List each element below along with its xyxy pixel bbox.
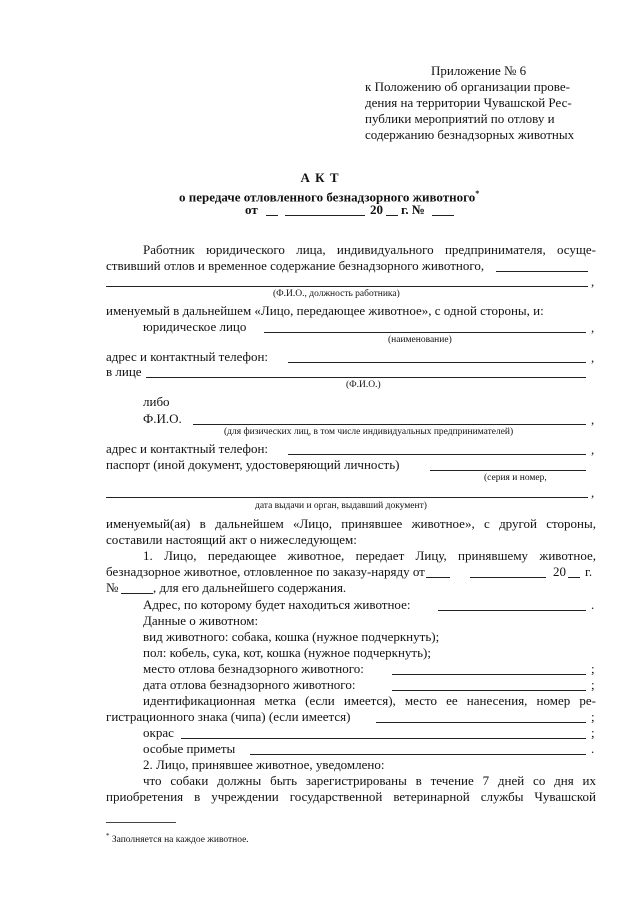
- semicolon-1: ;: [591, 661, 595, 676]
- dogs-registration-line-1: что собаки должны быть зарегистрированы в течение 7 дней со дня их: [143, 773, 596, 788]
- semicolon-3: ;: [591, 709, 595, 724]
- named-second-line-2: составили настоящий акт о нижеследующем:: [106, 532, 357, 547]
- item-2-label: 2. Лицо, принявшее животное, уведомлено:: [143, 757, 385, 772]
- address-phone-label-2: адрес и контактный телефон:: [106, 441, 269, 456]
- special-signs-label: особые приметы: [143, 741, 236, 756]
- comma-4: ,: [591, 412, 595, 427]
- address-phone-field[interactable]: [288, 362, 586, 363]
- dogs-registration-line-2: приобретения в учреждении государственной ветеринарной службы Чувашской: [106, 789, 596, 804]
- color-label: окрас: [143, 725, 174, 740]
- order-number-line[interactable]: [121, 593, 153, 594]
- item-1-line-2-text: безнадзорное животное, отловленное по заказу-наряду от: [106, 564, 425, 579]
- color-field[interactable]: [181, 738, 586, 739]
- comma-6: ,: [591, 485, 595, 500]
- capture-place-label: место отлова безнадзорного животного:: [143, 661, 364, 676]
- item-1-line-3-text: , для его дальнейшего содержания.: [153, 580, 347, 595]
- footnote-separator: [106, 822, 176, 823]
- fio-label: Ф.И.О.: [143, 411, 182, 426]
- id-mark-field[interactable]: [376, 722, 586, 723]
- act-date-month-line[interactable]: [285, 215, 365, 216]
- act-date-day-line[interactable]: [266, 215, 278, 216]
- footnote: [106, 830, 249, 846]
- footnote-reference: *: [475, 189, 480, 198]
- named-first-party: именуемый в дальнейшем «Лицо, передающее животное», с одной стороны, и:: [106, 303, 544, 318]
- capture-place-field[interactable]: [392, 674, 586, 675]
- appendix-line-2: дения на территории Чувашской Рес-: [365, 95, 572, 110]
- hint-name: (наименование): [388, 335, 452, 345]
- id-mark-line-1: идентификационная метка (если имеется), место ее нанесения, номер ре-: [143, 693, 596, 708]
- address-phone-label: адрес и контактный телефон:: [106, 349, 269, 364]
- paragraph-1-line-1: Работник юридического лица, индивидуального предпринимателя, осуще-: [143, 242, 596, 257]
- comma-3: ,: [591, 350, 595, 365]
- id-mark-line-2: гистрационного знака (чипа) (если имеется): [106, 709, 351, 724]
- animal-data-label: Данные о животном:: [143, 613, 259, 628]
- appendix-line-4: содержанию безнадзорных животных: [365, 127, 575, 142]
- passport-field-2[interactable]: [106, 497, 588, 498]
- order-date-year: 20: [553, 564, 566, 579]
- or-label: либо: [143, 394, 170, 409]
- item-1-line-1: 1. Лицо, передающее животное, передает Лицу, принявшему животное,: [143, 548, 596, 563]
- special-signs-field[interactable]: [250, 754, 586, 755]
- hint-fio: (Ф.И.О.): [346, 380, 381, 390]
- capture-date-field[interactable]: [392, 690, 586, 691]
- fio-field[interactable]: [193, 424, 586, 425]
- comma-1: ,: [591, 274, 595, 289]
- address-phone-field-2[interactable]: [288, 454, 586, 455]
- appendix-number: Приложение № 6: [431, 63, 527, 78]
- hint-worker: (Ф.И.О., должность работника): [273, 289, 400, 299]
- animal-kind-label: вид животного: собака, кошка (нужное подчеркнуть);: [143, 629, 440, 644]
- act-date-year-line[interactable]: [386, 215, 398, 216]
- act-date-prefix: от: [245, 202, 258, 217]
- semicolon-2: ;: [591, 677, 595, 692]
- passport-field[interactable]: [430, 470, 586, 471]
- legal-entity-label: юридическое лицо: [143, 319, 247, 334]
- animal-address-label: Адрес, по которому будет находиться животное:: [143, 597, 411, 612]
- in-person-label: в лице: [106, 364, 142, 379]
- hint-issue: дата выдачи и орган, выдавший документ): [255, 501, 427, 511]
- animal-address-field[interactable]: [438, 610, 586, 611]
- footnote-mark: *: [106, 832, 110, 840]
- act-subtitle: [179, 186, 479, 205]
- legal-entity-field[interactable]: [264, 332, 586, 333]
- order-date-month-line[interactable]: [470, 577, 546, 578]
- act-subtitle-text: о передаче отловленного безнадзорного животного: [179, 189, 476, 205]
- passport-label: паспорт (иной документ, удостоверяющий личность): [106, 457, 400, 472]
- act-number-line[interactable]: [432, 215, 454, 216]
- appendix-line-3: публики мероприятий по отлову и: [365, 111, 555, 126]
- footnote-text: Заполняется на каждое животное.: [111, 835, 249, 846]
- period-2: .: [591, 741, 595, 756]
- appendix-line-1: к Положению об организации прове-: [365, 79, 570, 94]
- worker-name-line-1[interactable]: [496, 271, 588, 272]
- comma-2: ,: [591, 320, 595, 335]
- act-title: А К Т: [300, 170, 340, 185]
- period-1: .: [591, 597, 595, 612]
- paragraph-1-line-2: ствивший отлов и временное содержание безнадзорного животного,: [106, 258, 485, 273]
- order-number-label: №: [106, 580, 119, 595]
- comma-5: ,: [591, 442, 595, 457]
- order-date-day-line[interactable]: [426, 577, 450, 578]
- hint-individuals: (для физических лиц, в том числе индивидуальных предпринимателей): [224, 427, 514, 437]
- order-date-suffix: г.: [585, 564, 593, 579]
- act-date-year: 20: [370, 202, 383, 217]
- in-person-field[interactable]: [146, 377, 586, 378]
- animal-sex-label: пол: кобель, сука, кот, кошка (нужное подчеркнуть);: [143, 645, 431, 660]
- hint-series: (серия и номер,: [484, 473, 547, 483]
- capture-date-label: дата отлова безнадзорного животного:: [143, 677, 356, 692]
- named-second-line-1: именуемый(ая) в дальнейшем «Лицо, принявшее животное», с другой стороны,: [106, 516, 596, 531]
- worker-name-line-2[interactable]: [106, 286, 588, 287]
- semicolon-4: ;: [591, 725, 595, 740]
- order-date-year-line[interactable]: [568, 577, 580, 578]
- act-date-suffix: г. №: [401, 202, 426, 217]
